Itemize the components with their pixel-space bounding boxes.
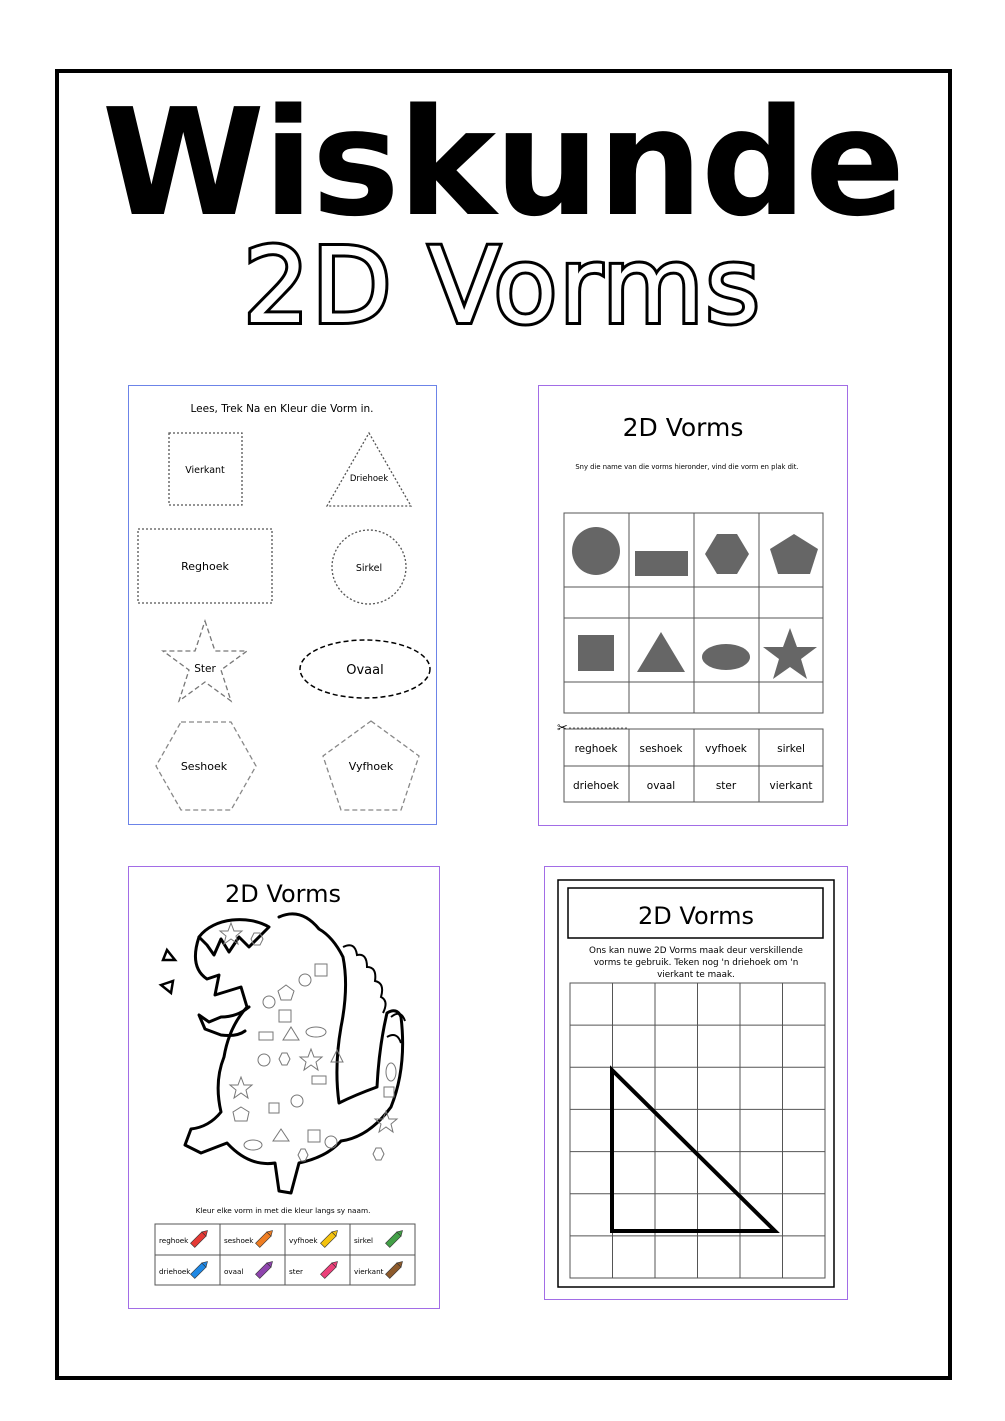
shape-label-hexagon: Seshoek — [180, 760, 228, 773]
word-cell: seshoek — [639, 743, 683, 755]
shape-label-star: Ster — [194, 663, 216, 675]
crayon-icon — [386, 1228, 405, 1247]
worksheet-cut-and-paste — [538, 385, 848, 826]
crayon-icon — [321, 1259, 340, 1278]
oval-icon — [702, 644, 750, 670]
shape-label-square: Vierkant — [185, 465, 225, 476]
worksheet4-title: 2D Vorms — [638, 902, 754, 930]
worksheet3-title: 2D Vorms — [225, 880, 341, 908]
drawing-grid — [570, 983, 825, 1278]
worksheet-trace-shapes — [128, 385, 437, 825]
crayon-icon — [191, 1259, 210, 1278]
word-cell: ster — [715, 780, 737, 792]
worksheet-draw-triangle — [544, 866, 848, 1300]
word-cell: ovaal — [646, 780, 676, 792]
color-key-label: ster — [289, 1267, 303, 1276]
word-cell: sirkel — [777, 743, 805, 755]
square-icon — [578, 635, 614, 671]
dinosaur-inner-shapes — [220, 923, 397, 1161]
worksheet-color-dinosaur — [128, 866, 440, 1309]
shape-label-pentagon: Vyfhoek — [348, 760, 394, 773]
crayon-icon — [191, 1228, 210, 1247]
color-dinosaur-canvas — [129, 867, 438, 1307]
color-key-label: reghoek — [159, 1236, 189, 1245]
worksheet3-instruction: Kleur elke vorm in met die kleur langs sy naam. — [195, 1206, 371, 1215]
dinosaur-illustration — [185, 914, 403, 1193]
worksheet4-instruction-line1: Ons kan nuwe 2D Vorms maak deur verskillende — [589, 946, 803, 956]
color-key-label: ovaal — [224, 1267, 244, 1276]
word-cell: vierkant — [769, 780, 813, 792]
cover-subtitle: 2D Vorms — [243, 225, 762, 347]
rectangle-icon — [635, 551, 688, 576]
cover-title: Wiskunde — [101, 77, 904, 249]
triangle-icon — [637, 632, 685, 672]
star-icon — [763, 628, 817, 679]
shape-label-rectangle: Reghoek — [181, 560, 229, 573]
draw-triangle-canvas — [545, 867, 846, 1298]
color-key-label: sirkel — [354, 1236, 374, 1245]
dotted-triangle — [327, 433, 411, 506]
drawn-triangle — [612, 1070, 775, 1231]
circle-icon — [572, 527, 620, 575]
worksheet2-title: 2D Vorms — [622, 413, 744, 442]
scissors-icon: ✂ — [557, 721, 568, 736]
word-cell: vyfhoek — [705, 743, 747, 755]
crayon-icon — [256, 1259, 275, 1278]
word-cell: reghoek — [574, 743, 618, 755]
inner-border — [558, 880, 834, 1287]
dashed-star — [163, 621, 247, 701]
worksheet2-instruction: Sny die name van die vorms hieronder, vind die vorm en plak dit. — [575, 463, 799, 471]
dinosaur-spikes — [343, 945, 405, 1043]
trace-shapes-canvas — [129, 386, 435, 823]
shape-label-oval: Ovaal — [346, 663, 384, 678]
worksheet4-instruction-line3: vierkant te maak. — [657, 970, 735, 980]
color-key-label: vyfhoek — [289, 1236, 318, 1245]
worksheet1-heading: Lees, Trek Na en Kleur die Vorm in. — [190, 403, 374, 415]
crayon-icon — [256, 1228, 275, 1247]
shape-label-triangle: Driehoek — [349, 474, 389, 484]
hexagon-icon — [705, 534, 749, 574]
pentagon-icon — [770, 534, 818, 574]
color-key-label: vierkant — [354, 1267, 384, 1276]
cut-paste-canvas — [539, 386, 846, 824]
crayon-icon — [321, 1228, 340, 1247]
word-cell: driehoek — [573, 780, 619, 792]
shape-label-circle: Sirkel — [355, 563, 383, 574]
color-key-label: driehoek — [159, 1267, 191, 1276]
motion-marks — [161, 950, 175, 993]
crayon-icon — [386, 1259, 405, 1278]
worksheet4-instruction-line2: vorms te gebruik. Teken nog 'n driehoek om 'n — [593, 958, 799, 968]
color-key-label: seshoek — [224, 1236, 254, 1245]
